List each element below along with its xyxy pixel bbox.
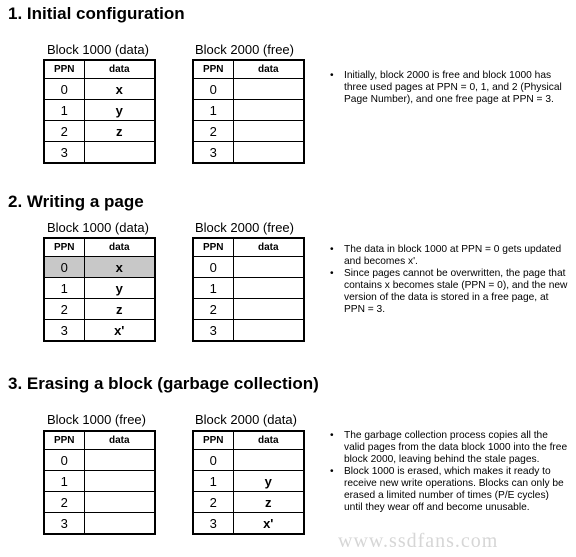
note-item [330, 268, 570, 316]
ppn-cell: 1 [193, 278, 233, 299]
table-row [193, 450, 304, 471]
data-header: data [233, 60, 304, 79]
bullet-icon: • [330, 466, 334, 477]
page-data-cell [233, 142, 304, 164]
section-title: 3. Erasing a block (garbage collection) [8, 374, 319, 393]
page-data-cell [233, 299, 304, 320]
data-header: data [233, 431, 304, 450]
ppn-cell: 3 [44, 142, 84, 164]
section-title: 2. Writing a page [8, 192, 144, 211]
ppn-cell: 0 [44, 257, 84, 278]
page-data-cell [84, 513, 155, 535]
ppn-cell: 1 [44, 278, 84, 299]
note-text: The garbage collection process copies all the valid pages from the data block 1000 into the free block 2000, leaving behind the stale pages. [344, 430, 568, 465]
table-header-row [44, 431, 155, 450]
table-row [193, 121, 304, 142]
page-data-cell [233, 450, 304, 471]
bullet-icon: • [330, 244, 334, 255]
ppn-cell: 3 [193, 513, 233, 535]
page-data-cell [233, 320, 304, 342]
table-row [193, 299, 304, 320]
table-row [193, 100, 304, 121]
ppn-cell: 0 [44, 450, 84, 471]
ppn-header: PPN [44, 238, 84, 257]
bullet-icon: • [330, 430, 334, 441]
block-left-table [43, 59, 156, 164]
block-right-table [192, 430, 305, 535]
ppn-header: PPN [44, 60, 84, 79]
page-data-cell [84, 492, 155, 513]
ppn-cell: 0 [44, 79, 84, 100]
ppn-cell: 2 [193, 299, 233, 320]
bullet-icon: • [330, 70, 334, 81]
block-caption: Block 1000 (data) [47, 220, 149, 235]
ppn-cell: 3 [193, 142, 233, 164]
ppn-header: PPN [193, 238, 233, 257]
block-left-table [43, 430, 156, 535]
block-caption: Block 1000 (data) [47, 42, 149, 57]
page-data-cell: x' [233, 513, 304, 535]
table-row [193, 471, 304, 492]
ppn-cell: 3 [44, 320, 84, 342]
ppn-header: PPN [193, 60, 233, 79]
page-data-cell [233, 79, 304, 100]
page-data-cell [233, 121, 304, 142]
page-data-cell: z [84, 299, 155, 320]
data-header: data [233, 238, 304, 257]
ppn-cell: 0 [193, 257, 233, 278]
table-row [193, 513, 304, 535]
ppn-cell: 3 [44, 513, 84, 535]
ppn-cell: 2 [193, 121, 233, 142]
page-data-cell: x [84, 257, 155, 278]
bullet-icon: • [330, 268, 334, 279]
note-text: Block 1000 is erased, which makes it ready to receive new write operations. Blocks can only be erased a limited number of times (P/E cycles) until they wear off and become unusable. [344, 466, 564, 513]
ppn-cell: 2 [44, 299, 84, 320]
ppn-cell: 2 [44, 121, 84, 142]
note-text: The data in block 1000 at PPN = 0 gets updated and becomes x'. [344, 244, 562, 267]
table-row [44, 450, 155, 471]
note-item [330, 466, 570, 514]
note-item [330, 70, 570, 106]
block-caption: Block 2000 (data) [195, 412, 297, 427]
ppn-cell: 1 [193, 100, 233, 121]
ppn-header: PPN [193, 431, 233, 450]
page-data-cell: y [84, 100, 155, 121]
block-right-table [192, 237, 305, 342]
table-row [193, 492, 304, 513]
note-item [330, 244, 570, 268]
ppn-header: PPN [44, 431, 84, 450]
page-data-cell: y [233, 471, 304, 492]
watermark: www.ssdfans.com [338, 530, 499, 552]
ppn-cell: 0 [193, 79, 233, 100]
page-data-cell: z [233, 492, 304, 513]
table-header-row [44, 238, 155, 257]
data-header: data [84, 431, 155, 450]
table-row [44, 79, 155, 100]
table-row [193, 142, 304, 164]
notes-list [330, 430, 570, 514]
table-row [44, 142, 155, 164]
ppn-cell: 3 [193, 320, 233, 342]
page-data-cell [233, 278, 304, 299]
block-caption: Block 2000 (free) [195, 42, 294, 57]
page-data-cell: x [84, 79, 155, 100]
page-data-cell: z [84, 121, 155, 142]
page-data-cell [84, 450, 155, 471]
ppn-cell: 1 [44, 471, 84, 492]
table-row [193, 79, 304, 100]
note-text: Since pages cannot be overwritten, the page that contains x becomes stale (PPN = 0), and the new version of the data is stored in a free page, at PPN = 3. [344, 268, 568, 315]
table-header-row [193, 238, 304, 257]
page-data-cell: y [84, 278, 155, 299]
table-row [44, 492, 155, 513]
notes-list [330, 244, 570, 316]
section-title: 1. Initial configuration [8, 4, 185, 23]
stale-page-row [44, 257, 155, 278]
ppn-cell: 1 [44, 100, 84, 121]
table-row [44, 471, 155, 492]
table-header-row [193, 60, 304, 79]
table-row [44, 299, 155, 320]
table-row [44, 278, 155, 299]
page-data-cell [233, 257, 304, 278]
block-left-table [43, 237, 156, 342]
table-row [44, 320, 155, 342]
table-row [193, 257, 304, 278]
note-item [330, 430, 570, 466]
table-row [193, 320, 304, 342]
ppn-cell: 2 [44, 492, 84, 513]
data-header: data [84, 60, 155, 79]
note-text: Initially, block 2000 is free and block 1000 has three used pages at PPN = 0, 1, and 2 (Physical Page Number), and one free page at PPN = 3. [344, 70, 562, 105]
notes-list [330, 70, 570, 106]
table-row [193, 278, 304, 299]
ppn-cell: 1 [193, 471, 233, 492]
table-row [44, 121, 155, 142]
table-row [44, 100, 155, 121]
page-data-cell [84, 142, 155, 164]
page-data-cell [233, 100, 304, 121]
ppn-cell: 0 [193, 450, 233, 471]
page-data-cell [84, 471, 155, 492]
block-caption: Block 2000 (free) [195, 220, 294, 235]
data-header: data [84, 238, 155, 257]
table-row [44, 513, 155, 535]
table-header-row [44, 60, 155, 79]
block-caption: Block 1000 (free) [47, 412, 146, 427]
ppn-cell: 2 [193, 492, 233, 513]
page-data-cell: x' [84, 320, 155, 342]
block-right-table [192, 59, 305, 164]
table-header-row [193, 431, 304, 450]
